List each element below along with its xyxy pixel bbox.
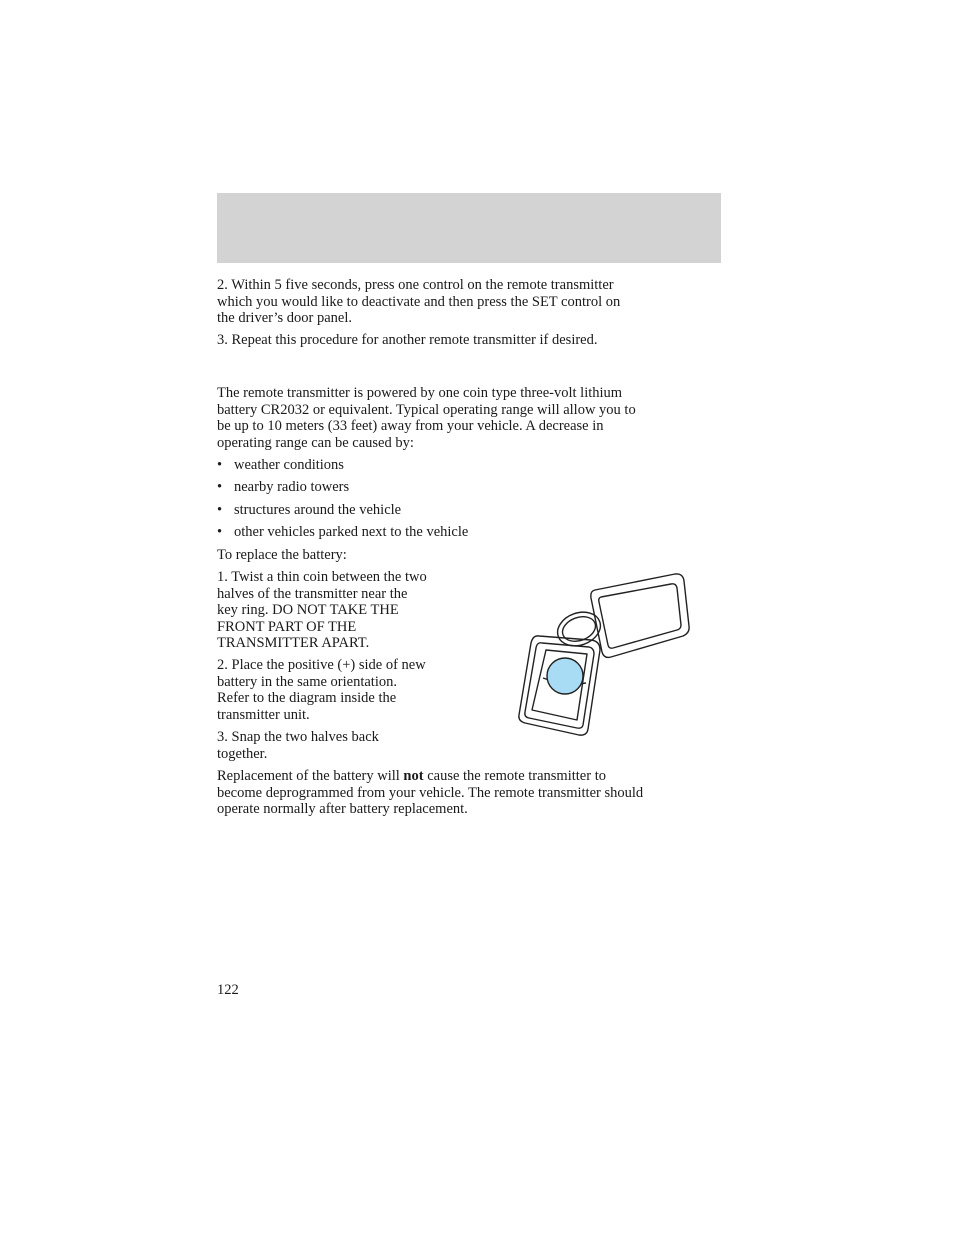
page-number: 122	[217, 982, 239, 998]
list-item: • nearby radio towers	[217, 479, 350, 495]
battery-icon	[547, 658, 583, 694]
transmitter-illustration	[515, 570, 695, 740]
programming-step-2: 2. Within 5 five seconds, press one control on the remote transmitter which you would like to deactivate and then press the SET control on the driver’s door panel.	[217, 277, 621, 327]
list-item: • structures around the vehicle	[217, 502, 402, 518]
section-header-band	[217, 193, 721, 263]
programming-step-3: 3. Repeat this procedure for another remote transmitter if desired.	[217, 332, 598, 348]
replace-heading: To replace the battery:	[217, 547, 347, 563]
battery-intro-paragraph: The remote transmitter is powered by one coin type three-volt lithium battery CR2032 or equivalent. Typical operating range will allow you to be up to 10 meters (33 feet) away from your vehicle. A decrease in operating range can be caused by:	[217, 385, 636, 451]
transmitter-back-half	[591, 574, 689, 658]
replace-step-1: 1. Twist a thin coin between the two halves of the transmitter near the key ring. DO NOT TAKE THE FRONT PART OF THE TRANSMITTER APART.	[217, 569, 427, 652]
replace-step-2: 2. Place the positive (+) side of new battery in the same orientation. Refer to the diagram inside the transmitter unit.	[217, 657, 426, 723]
closing-paragraph: Replacement of the battery will not cause the remote transmitter to become deprogrammed from your vehicle. The remote transmitter should operate normally after battery replacement.	[217, 768, 644, 818]
replace-step-3: 3. Snap the two halves back together.	[217, 729, 379, 762]
list-item: • other vehicles parked next to the vehicle	[217, 524, 469, 540]
list-item: • weather conditions	[217, 457, 344, 473]
